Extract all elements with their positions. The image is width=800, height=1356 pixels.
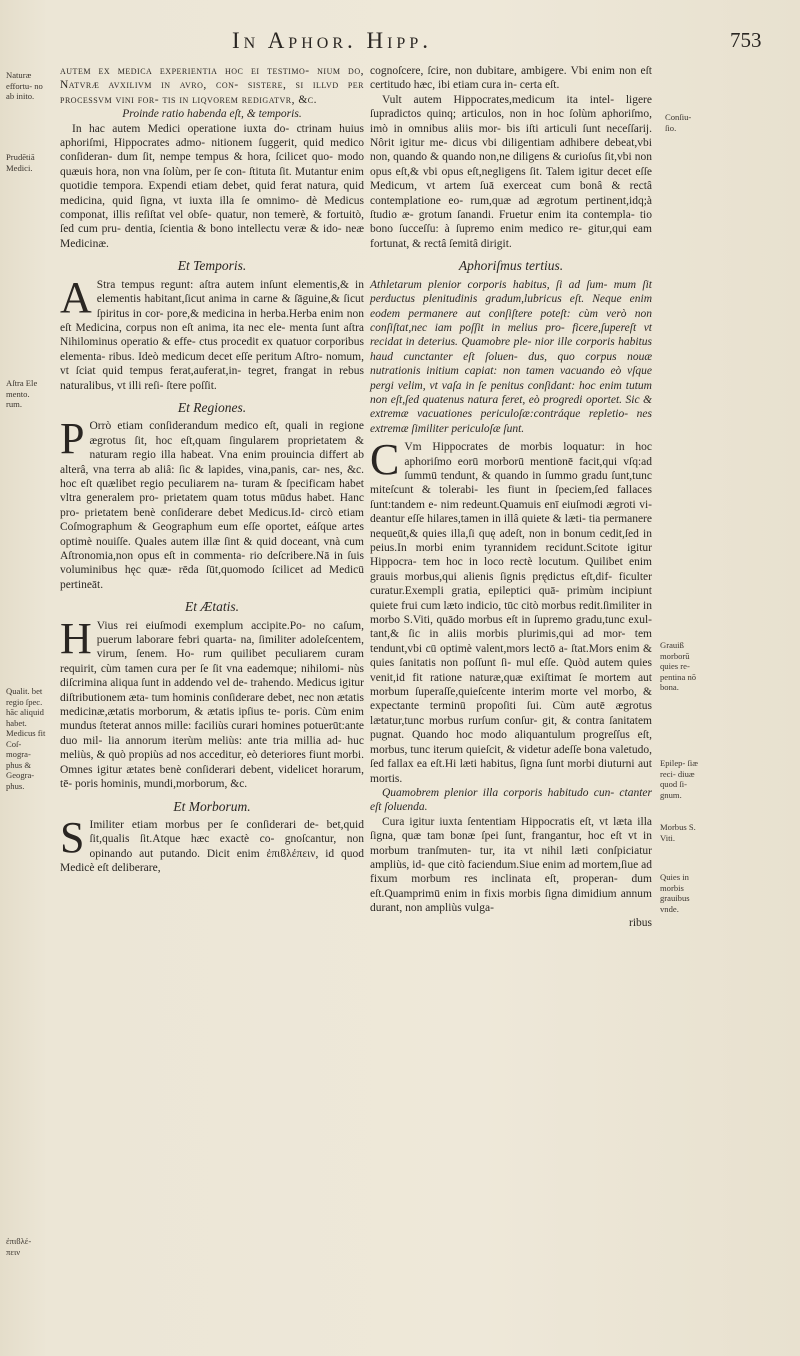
right-column (370, 64, 652, 930)
margin-note: Naturæ effortu- no ab inito. (6, 70, 43, 101)
paragraph: Vult autem Hippocrates,medicum ita intel- ligere ſupradictos quinq; articulos, non in hoc ſolùm aphoriſmo, imò in omnibus aliis mor- bis iſti articuli ſunt neceſſarij. Nôrit igitur me- dicus vbi diligentiam adhibere debeat,vbi non, quando & quando non,ne diligens & curioſus ſit,vbi non opus eſt,& vbi opus eſt,negligens ſit. Talem igitur decet eſſe Medicum, vt artem ſuā exerceat cum bonâ & rectâ contemplatione eo- rum,quæ ad ægrotum pertinent,idq;à ſtudio æ- grotum ſanandi. Fruetur enim ita contempla- tio bono ſucceſſu: à ſupremo enim medico re- gitur,qui eam fortunat, & rectâ ſemitâ dirigit. (370, 93, 652, 250)
paragraph-text: Vm Hippocrates de morbis loquatur: in hoc aphoriſmo eorū morborū mentionē facit,qui vſq:ad ſummū tendunt, & quando in ſummo gradu ſunt,tunc miteſcunt & tolerabi- les fiunt in ſpeciem,ſed fallaces ſunt:tandem e- nim redeunt.Quamuis enī eiuſmodi ægroti vi- deantur eſſe hilares,tamen in illâ quiete & læti- tia permanere nequeūt,& quies illa,ſi quę adeſt, non in bonum cedit,ſed in peius.In morbi enim tyrannidem recidunt.Scitote igitur Hippocra- tem hoc in loco rectè locutum. Quilibet enim grauis morbus,qui alienis ſignis prędictus eſt,dif- ficulter curatur.Exempli gratia, epileptici quā- primùm incipiunt quiete frui cum læto indicio, tūc citò morbus redit.ſimiliter in morbo S.Viti, quādo morbus eſt in ſupremo gradu,tunc exul- tant,& ſic in aliis morbis plurimis,qui ad mor- tem tendunt,vbi cū optimè valent,mors lectō a- ſtat.Mors enim & quies ſanitatis non poſſunt ſi- mul eſſe. Quòd autem quies venit,id fit ratione naturæ,quæ exiſtimat ſe mortem aut morbum ſuperaſſe,quieſcente interim morte vel morbo, & expectante terminū propoſiti ſui. Cùm autē ægrotus lætatur,tunc morbus rurſum conſur- git, & contra ſanitatem pugnat. Quando hoc modo aliquantulum progreſſus eſt, morbus, tunc iterum quieſcit, & videtur adeſſe bona valetudo, ſed fallax ea eſt.Hi læti habitus, ſigna ſunt morbi diuturni aut mortis. (370, 441, 652, 785)
aphorism-text: Athletarum plenior corporis habitus, ſi ad ſum- mum ſit perductus plenitudinis gradum,lubricus eſt. Neque enim eodem permanere aut conſiſtere poteſt: cùm verò non conſiſtat,nec iam poſſit in melius pro- ficere,ſupereſt vt recidat in deterius. Quamobre ple- nior ille corporis habitus haud cunctanter eſt ſoluen- dus, quo corpus nouæ nutrationis initium capiat: non tamen vacuando eò vſque pergi velim, vt vaſa in ſe penitus conſidant: hoc enim tutum non eſt,ſed quatenus natura feret, eò progredi oportet. Sic & extremæ vacuationes periculoſæ:contráque repletio- nes extremæ ſimiliter periculoſæ ſunt. (370, 278, 652, 435)
page-header (0, 28, 800, 58)
paragraph (60, 414, 364, 592)
catchword: ribus (629, 916, 652, 929)
paragraph: In hac autem Medici operatione iuxta do- ctrinam huius aphoriſmi, Hippocrates admo- nitionem ſuggerit, quid medico conſideran- dum ſit, nempe tempus & hora, ſcilicet quo- modo quæuis hora, non vna ſolùm, per ſe con- ſtituta ſit. Mutantur enim quotidie tempora. Expendi etiam debet, quid ferat natura, quid medicina, quid ſigna, vt iuxta illa ſe omnimo- dè Medicus componat, illis reſiſtat vel obſe- quatur, non temerè, & fortuitò, ſed cum pru- dentia, ſcientia & bono intellectu veræ & ido- neæ Medicinæ. (60, 122, 364, 250)
section-heading: Et Regiones. (177, 399, 247, 415)
paragraph (370, 435, 652, 786)
margin-note: Epilep- ſiæ reci- diuæ quod ſi- gnum. (660, 758, 698, 800)
drop-cap: P (60, 414, 85, 464)
section-heading: Et Morborum. (173, 798, 251, 814)
drop-cap: H (60, 613, 92, 663)
paragraph: Cura igitur iuxta ſententiam Hippocratis eſt, vt læta illa ſigna, quæ tam bonæ ſpei ſunt, frangantur, hoc eſt vt in morbum tranſmuten- tur, ita vt nihil læti conſpiciatur ampliùs, id- que citò faciendum.Siue enim ad mortem,ſiue ad fixum morbum res inclinata eſt, properan- dum eſt.Quamprimū enim in fixis morbis ſigna dimidium annum durant, non ampliùs vulga- (370, 815, 652, 915)
margin-note: Morbus S. Viti. (660, 822, 696, 843)
margin-note: Qualit. bet regio ſpec. hāc aliquid habet. Medicus fit Coſ- mogra- phus & Geogra- phus. (6, 686, 46, 791)
intro-text: autem ex medica experientia hoc ei teſtimo- nium do, Natvræ avxilivm in avro, con- sistere, si illvd per processvm vini for- tis in liqvorem redigatvr, &c. (60, 65, 364, 106)
aphorism-heading: Aphoriſmus tertius. (458, 258, 564, 274)
running-title: In Aphor. Hipp. (232, 28, 432, 53)
paragraph-text: Stra tempus regunt: aſtra autem inſunt elementis,& in elementis habitant,ſicut anima in carne & ſāguine,& ſicut ſpiritus in cor- pore,& medicina in herba.Herba enim non eſt Medicina, corpus non eſt anima, ita nec ele- menta ſunt aſtra Nihilominus operatio & effe- ctus procedit ex quatuor corporibus elementa- ribus. Ideò medicum decet eſſe peritum Aſtro- nomum, vt ſciat quid tempus ferat,auferat,in- tegret, frangat in rebus naturalibus, vt illi reſi- ſtere poſſit. (60, 278, 364, 392)
margin-note: ἐπιϐλέ- πειν (6, 1236, 32, 1257)
paragraph-text: Orrò etiam conſiderandum medico eſt, quali in regione ægrotus ſit, hoc eſt,quam ſingularem proprietatem & naturam regio illa habeat. Vna enim prouincia differt ab alterâ, vna terra ab aliâ: ſic & lapides, vina,panis, car- nes, &c. hoc eſt quælibet regio peculiarem na- turam & ſpecificam habet vltra generalem pro- prietatem quam totus mūdus habet. Hanc pro- prietatem benè conſiderare debet Medicus.Id- circò etiam Coſmographum & Geographum eum eſſe oportet, eáſque artes optimè nouiſſe. Quales autem illæ ſint & quid doceant, vnà cum Aſtronomia,non opus eſt in commenta- rio deſcribere.Nā in ſuis voluminibus hęc quæ- rēda ſūt,quomodo ſcilicet ad Medicū pertineāt. (60, 420, 364, 591)
section-heading: Et Ætatis. (184, 599, 239, 615)
intro-italic: Proinde ratio habenda eſt, & temporis. (122, 108, 302, 121)
drop-cap: S (60, 812, 85, 862)
paragraph: cognoſcere, ſcire, non dubitare, ambigere. Vbi enim non eſt certitudo hæc, ibi etiam cura in- certa eſt. (370, 65, 652, 92)
drop-cap: C (370, 435, 400, 485)
left-column (60, 64, 364, 876)
margin-note: Aſtra Ele mento. rum. (6, 378, 38, 409)
paragraph-text: Imiliter etiam morbus per ſe conſiderari de- bet,quid ſit,qualis ſit.Atque hæc exactè co- gnoſcantur, non opinando aut putando. Dicit enim ἐπιϐλέπειν, id quod Medicè eſt deliberare, (60, 818, 364, 875)
paragraph-text: Vius rei eiuſmodi exemplum accipite.Po- no caſum, puerum laborare febri quarta- na, ſimiliter adoleſcentem, virum, ſenem. Ho- rum quilibet peculiarem curam requirit, cùm tamen cura per ſe ſit vna eademque; nihilomi- nùs diſcrimina aliqua ſunt in addendo vel de- trahendo. Medicus igitur diſtributionem æta- tum hominis conſiderare debet, nec non ætatis medicinæ,ætatis morborum, & ætatis ipſius te- poris. Cùm enim mundus ſteterat annos mille: faciliùs curari homines potuerūt:ante duo mil- lia annorum iterùm meliùs: ante tria millia ad- huc meliùs, & quò propiùs ad nos acceditur, eò deteriores fiunt morbi. Omnes igitur ætates benè conſiderari debent, videlicet horarum, tē- poris hominis, mundi,morborum, &c. (60, 619, 364, 791)
quamobrem-text: Quamobrem plenior illa corporis habitudo cun- ctanter eſt ſoluenda. (370, 786, 652, 814)
paragraph (60, 812, 364, 876)
paragraph (60, 613, 364, 792)
margin-note: Grauiß morborū quies re- pentina nō bona. (660, 640, 697, 692)
margin-note: Quies in morbis grauibus vnde. (660, 872, 690, 914)
section-heading: Et Temporis. (177, 258, 247, 274)
page-number: 753 (730, 28, 762, 52)
margin-note: Prudētiā Medici. (6, 152, 35, 173)
paragraph (60, 272, 364, 393)
margin-note: Conſiu- ſio. (665, 112, 692, 133)
drop-cap: A (60, 272, 92, 322)
